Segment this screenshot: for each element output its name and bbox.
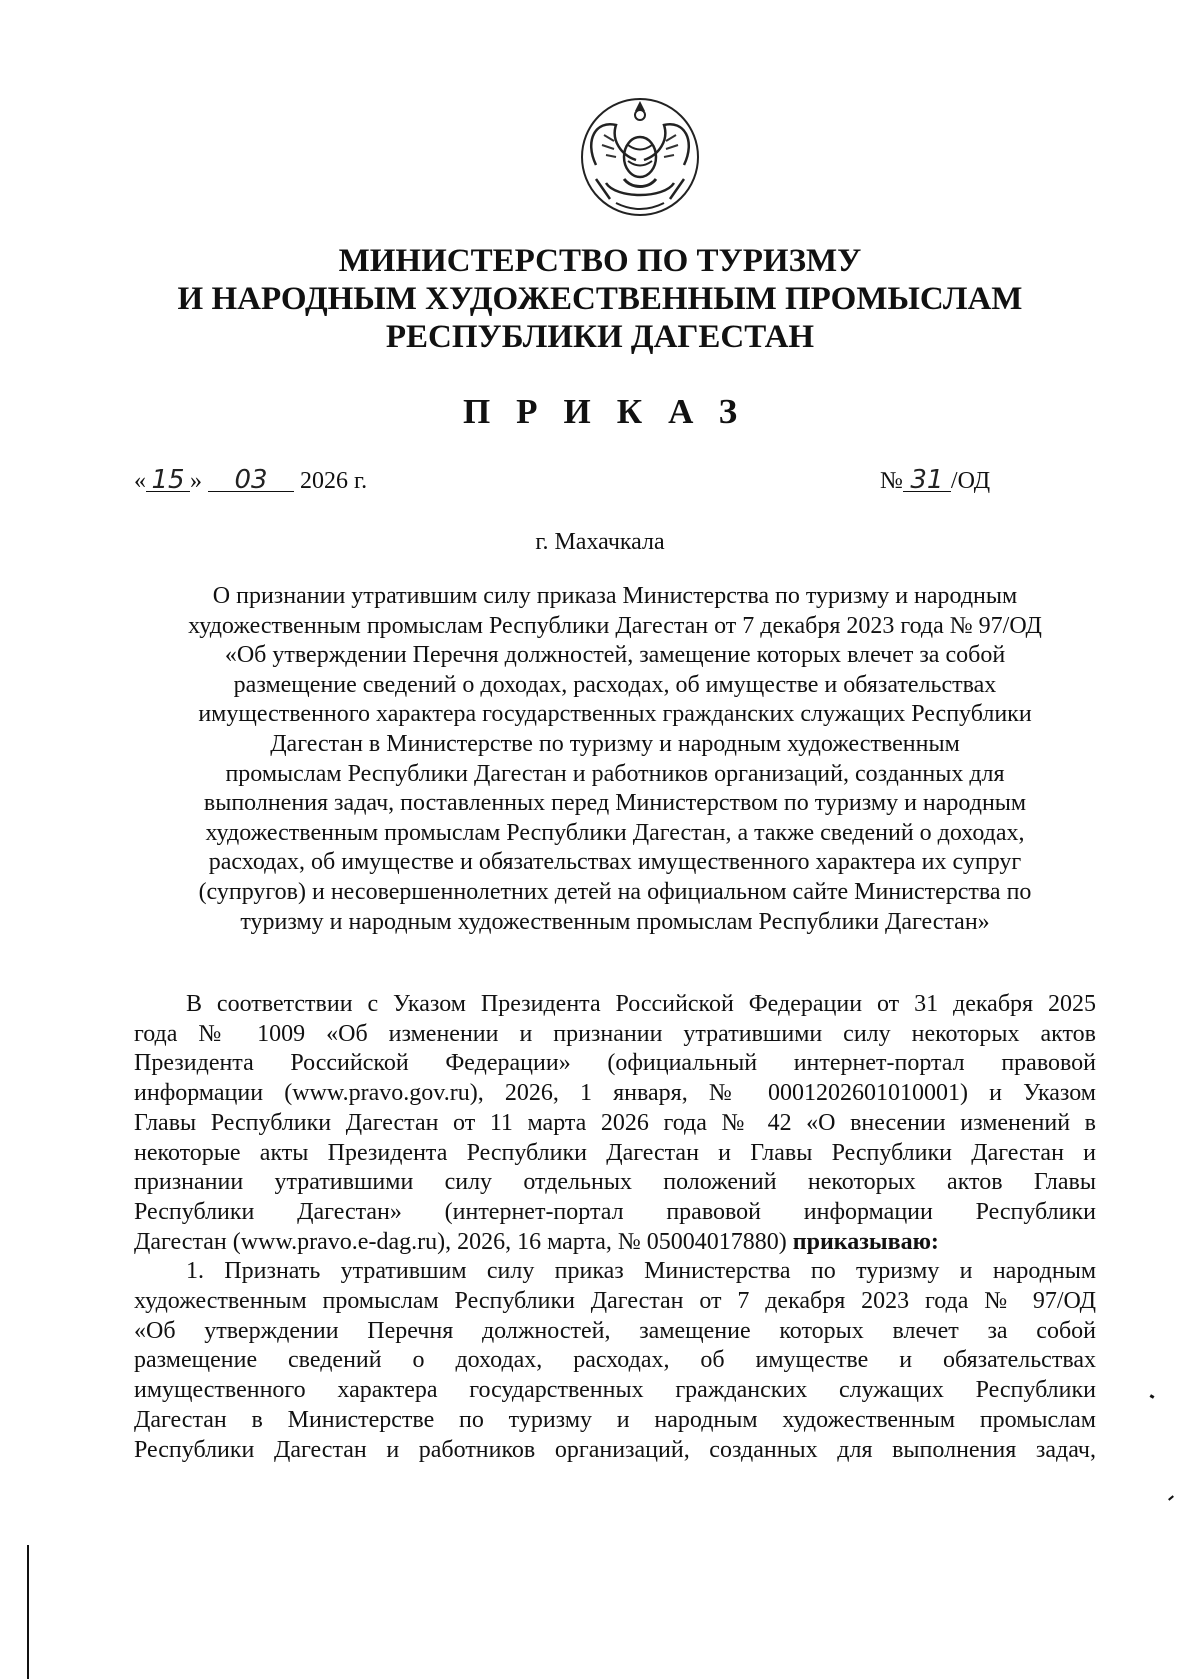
order-number (880, 465, 990, 495)
subject-line: О признании утратившим силу приказа Министерства по туризму и народным (212, 583, 1018, 609)
subject-line: художественным промыслам Республики Дагестан, а также сведений о доходах, (205, 819, 1025, 846)
subject-line: размещение сведений о доходах, расходах, об имуществе и обязательствах (233, 671, 997, 698)
preamble-line: Президента Российской Федерации» (официальный интернет-портал правовой (134, 1050, 1096, 1077)
order-subject (134, 582, 1096, 937)
scan-margin-line (27, 1545, 29, 1679)
preamble-line: некоторые акты Президента Республики Дагестан и Главы Республики Дагестан и (134, 1139, 1096, 1166)
date-open-quote: « (134, 468, 146, 494)
subject-line: расходах, об имуществе и обязательствах имущественного характера их супруг (208, 849, 1022, 876)
item-1-line: 1. Признать утратившим силу приказ Министерства по туризму и народным (186, 1258, 1096, 1285)
order-title: ПРИКАЗ (462, 392, 764, 431)
ministry-name-line2: И НАРОДНЫМ ХУДОЖЕСТВЕННЫМ ПРОМЫСЛАМ (177, 281, 1023, 317)
item-1-line: имущественного характера государственных гражданских служащих Республики (134, 1377, 1096, 1404)
order-body (134, 990, 1096, 1465)
preamble-line: признании утратившими силу отдельных положений некоторых актов Главы (134, 1169, 1096, 1196)
preamble-line: Республики Дагестан» (интернет-портал правовой информации Республики (134, 1198, 1096, 1225)
subject-line: имущественного характера государственных гражданских служащих Республики (198, 701, 1032, 728)
date-day: 15 (146, 465, 190, 492)
dagestan-coat-of-arms-icon (576, 95, 704, 219)
number-suffix: /ОД (950, 468, 991, 494)
order-verb: приказываю: (792, 1228, 939, 1255)
preamble-last-line (134, 1228, 1096, 1258)
scan-speck (1150, 1394, 1155, 1399)
item-1-line: Дагестан в Министерстве по туризму и народным художественным промыслам (134, 1406, 1096, 1433)
subject-line: промыслам Республики Дагестан и работников организаций, созданных для (225, 760, 1005, 787)
subject-line: туризму и народным художественным промыслам Республики Дагестан» (240, 908, 990, 935)
ministry-name-line3: РЕСПУБЛИКИ ДАГЕСТАН (385, 319, 815, 355)
ministry-name-line1: МИНИСТЕРСТВО ПО ТУРИЗМУ (338, 243, 862, 279)
subject-line: художественным промыслам Республики Дагестан от 7 декабря 2023 года № 97/ОД (188, 612, 1042, 639)
subject-line: (супругов) и несовершеннолетних детей на официальном сайте Министерства по (198, 878, 1032, 905)
city: г. Махачкала (535, 529, 665, 555)
scan-speck (1168, 1495, 1174, 1500)
subject-line: выполнения задач, поставленных перед Министерством по туризму и народным (203, 790, 1027, 817)
subject-line: «Об утверждении Перечня должностей, замещение которых влечет за собой (224, 642, 1006, 669)
preamble-line: информации (www.pravo.gov.ru), 2026, 1 января, № 0001202601010001) и Указом (134, 1080, 1096, 1107)
item-1-line: Республики Дагестан и работников организаций, созданных для выполнения задач, (134, 1436, 1096, 1463)
item-1-line: художественным промыслам Республики Дагестан от 7 декабря 2023 года № 97/ОД (134, 1288, 1096, 1315)
preamble-line: Главы Республики Дагестан от 11 марта 2026 года № 42 «О внесении изменений в (134, 1109, 1096, 1136)
number-value: 31 (903, 465, 951, 492)
item-1-line: размещение сведений о доходах, расходах, об имуществе и обязательствах (134, 1347, 1096, 1374)
number-sign: № (880, 468, 903, 494)
date-month: 03 (208, 465, 294, 492)
preamble-last-text: Дагестан (www.pravo.e-dag.ru), 2026, 16 марта, № 05004017880) (134, 1228, 793, 1255)
order-date (134, 465, 367, 495)
preamble-line: года № 1009 «Об изменении и признании утратившими силу некоторых актов (134, 1020, 1096, 1047)
preamble-line: В соответствии с Указом Президента Российской Федерации от 31 декабря 2025 (186, 991, 1096, 1017)
subject-line: Дагестан в Министерстве по туризму и народным художественным (270, 730, 960, 757)
date-close-quote: » (190, 468, 202, 494)
date-year: 2026 г. (300, 468, 368, 494)
item-1-line: «Об утверждении Перечня должностей, замещение которых влечет за собой (134, 1317, 1096, 1344)
ministry-name (0, 242, 1200, 356)
